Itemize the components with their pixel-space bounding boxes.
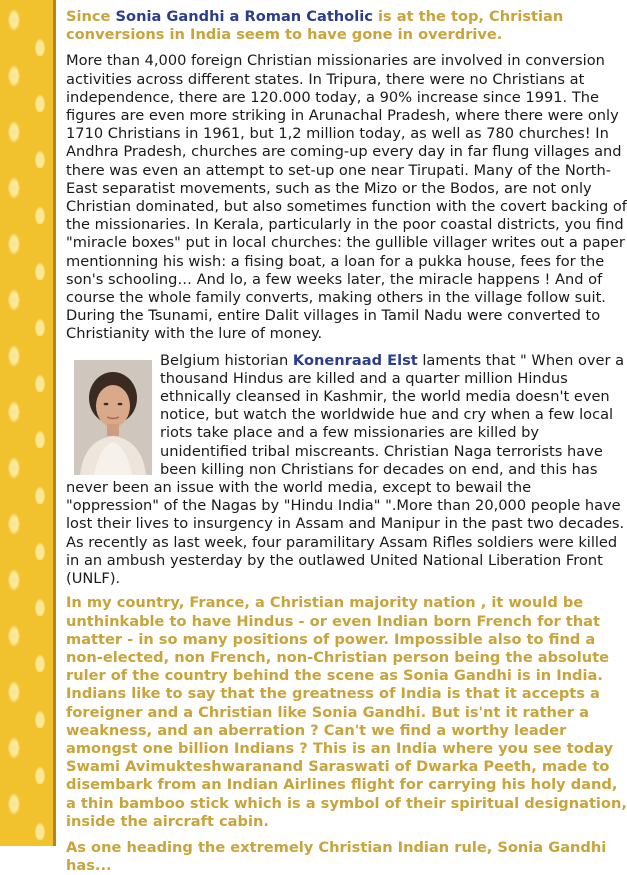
paragraph-missionaries: More than 4,000 foreign Christian missionaries are involved in conversion activities across different states. In Tripura, there were no Christians at independence, there are 120.000 today, a 90% increase since 1991. The figures are even more striking in Arunachal Pradesh, where there were only 1710 Christians in 1961, but 1,2 million today, as well as 780 churches! In Andhra Pradesh, churches are coming-up every day in far flung villages and there was even an attempt to set-up one near Tirupati. Many of the North-East separatist movements, such as the Mizo or the Bodos, are not only Christian dominated, but also sometimes function with the covert backing of the missionaries. In Kerala, particularly in the poor coastal districts, you find "miracle boxes" put in local churches: the gullible villager writes out a paper mentionning his wish: a fising boat, a loan for a pukka house, fees for the son's schooling… And lo, a few weeks later, the miracle happens ! And of course the whole family converts, making others in the village follow suit. During the Tsunami, entire Dalit villages in Tamil Nadu were converted to Christianity with the lure of money. bbox=[66, 52, 627, 343]
article-body bbox=[66, 8, 627, 875]
quote-text-rest: laments that " When over a thousand Hindus are killed and a quarter million Hindus ethnically cleansed in Kashmir, the world media doesn't even notice, but watch the worldwide hue and cry when a few local riots take place and a few missionaries are killed by unidentified tribal miscreants. Christian Naga terrorists have been killing non Christians for decades on end, and this has never been an issue with the world media, except to bewail the "oppression" of the Nagas by "Hindu India" ".More than 20,000 people have lost their lives to insurgency in Assam and Manipur in the past two decades. As recently as last week, four paramilitary Assam Rifles soldiers were killed in an ambush yesterday by the outlawed United National Liberation Front (UNLF). bbox=[66, 351, 625, 588]
historian-name: Konenraad Elst bbox=[292, 351, 418, 369]
intro-text-start: Since bbox=[66, 8, 116, 25]
decorative-paisley-border bbox=[0, 0, 56, 846]
quote-text-start: Belgium historian bbox=[160, 351, 293, 369]
paragraph-cutoff: As one heading the extremely Christian Indian rule, Sonia Gandhi has... bbox=[66, 838, 607, 875]
intro-paragraph bbox=[66, 8, 627, 44]
intro-highlight-name: Sonia Gandhi a Roman Catholic bbox=[115, 8, 373, 25]
portrait-image bbox=[74, 360, 152, 475]
paragraph-france-comparison: In my country, France, a Christian majority nation , it would be unthinkable to have Hindus - or even Indian born French for that matter - in so many positions of power. Impossible also to find a non-elected, non French, non-Christian person being the absolute ruler of the country behind the scene as Sonia Gandhi is in India. Indians like to say that the greatness of India is that it accepts a foreigner and a Christian like Sonia Gandhi. But is'nt it rather a weakness, and an aberration ? Can't we find a worthy leader amongst one billion Indians ? This is an India where you see today Swami Avimukteshwaranand Saraswati of Dwarka Peeth, made to disembark from an Indian Airlines flight for carrying his holy dand, a thin bamboo stick which is a symbol of their spiritual designation, inside the aircraft cabin. bbox=[66, 594, 627, 830]
intro-text-end: is at the top, Christian conversions in India seem to have gone in overdrive. bbox=[66, 8, 564, 44]
portrait-photo bbox=[74, 360, 152, 475]
